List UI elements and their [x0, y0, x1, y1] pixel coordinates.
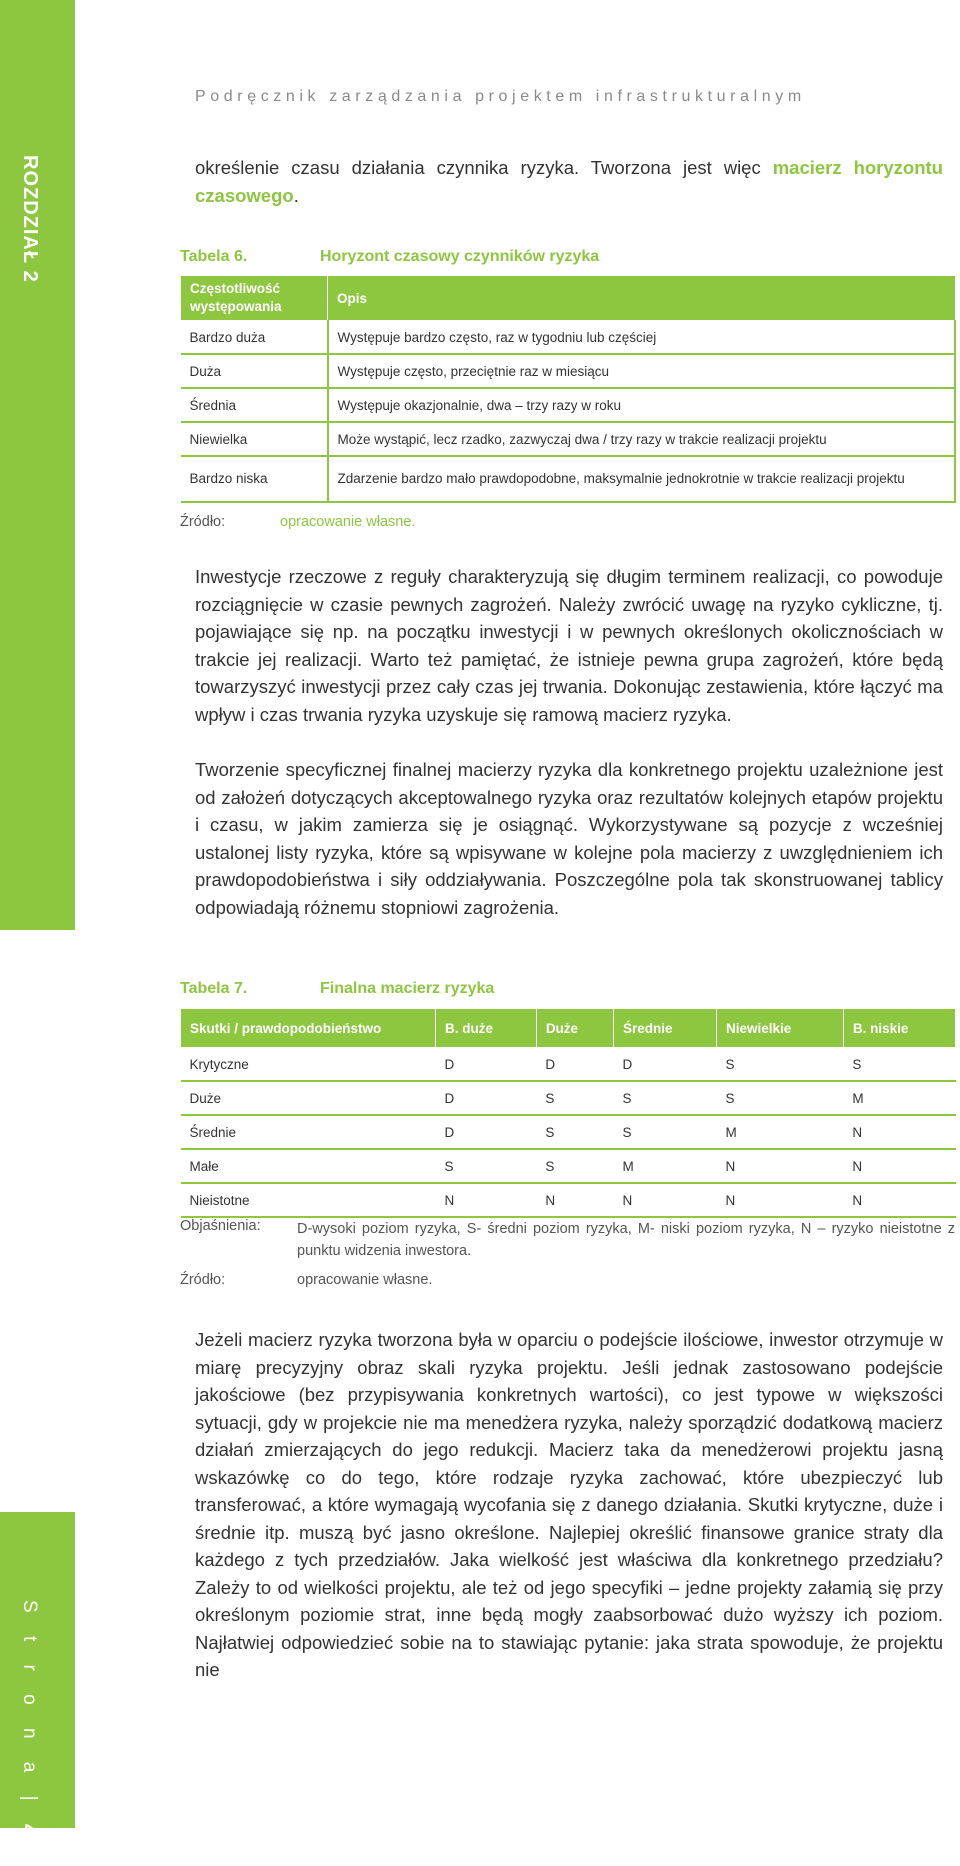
header-medium: Średnie — [613, 1009, 716, 1048]
page-number: 4 2 — [17, 1823, 42, 1866]
table-row — [181, 1149, 956, 1183]
description-cell: Może wystąpić, lecz rzadko, zazwyczaj dwa / trzy razy w trakcie realizacji projektu — [328, 422, 956, 456]
risk-cell: D — [613, 1048, 716, 1082]
impact-cell: Małe — [181, 1149, 436, 1183]
risk-cell: N — [613, 1183, 716, 1217]
frequency-cell: Bardzo niska — [181, 456, 328, 502]
table-header-row — [181, 1009, 956, 1048]
risk-cell: N — [717, 1149, 844, 1183]
table-row — [181, 1048, 956, 1082]
table7-source-label: Źródło: — [180, 1272, 226, 1288]
table-row — [181, 456, 956, 502]
table7-title: Finalna macierz ryzyka — [320, 980, 495, 997]
chapter-label: ROZDZIAŁ 2 — [19, 155, 41, 283]
risk-cell: D — [436, 1081, 537, 1115]
body-paragraph-2: Tworzenie specyficznej finalnej macierzy ryzyka dla konkretnego projektu uzależnione jest od założeń dotyczących akceptowalnego ryzyka oraz rezultatów kolejnych etapów projektu i czasu, w jakim zamierza się je osiągnąć. Wykorzystywane są pozycje z wcześniej ustalonej listy ryzyka, które są wpisywane w kolejne pola macierzy z uwzględnieniem ich prawdopodobieństwa i siły oddziaływania. Poszczególne pola tak skonstruowanej tablicy odpowiadają różnemu stopniowi zagrożenia. — [195, 759, 943, 918]
table6-source-value: opracowanie własne. — [280, 514, 416, 530]
table-row — [181, 321, 956, 355]
table7-notes-label: Objaśnienia: — [180, 1218, 261, 1234]
sidebar-band-top — [0, 0, 75, 930]
table-row — [181, 1183, 956, 1217]
intro-highlight: macierz horyzontu czasowego — [195, 157, 943, 206]
risk-cell: D — [536, 1048, 613, 1082]
header-description: Opis — [328, 276, 956, 321]
risk-cell: S — [436, 1149, 537, 1183]
risk-cell: S — [536, 1081, 613, 1115]
header-high: Duże — [536, 1009, 613, 1048]
frequency-cell: Średnia — [181, 388, 328, 422]
header-frequency: Częstotliwość występowania — [181, 276, 328, 321]
risk-cell: S — [613, 1081, 716, 1115]
table-header-row — [181, 276, 956, 321]
risk-cell: N — [843, 1115, 955, 1149]
risk-cell: S — [717, 1048, 844, 1082]
table-row — [181, 354, 956, 388]
risk-cell: S — [843, 1048, 955, 1082]
impact-cell: Duże — [181, 1081, 436, 1115]
impact-cell: Nieistotne — [181, 1183, 436, 1217]
risk-cell: N — [843, 1183, 955, 1217]
risk-matrix-table — [180, 1008, 956, 1218]
page-word: S t r o n a — [19, 1600, 40, 1782]
header-very-high: B. duże — [436, 1009, 537, 1048]
description-cell: Występuje okazjonalnie, dwa – trzy razy w roku — [328, 388, 956, 422]
risk-cell: S — [536, 1115, 613, 1149]
time-horizon-table — [180, 275, 956, 503]
risk-cell: S — [613, 1115, 716, 1149]
header-very-low: B. niskie — [843, 1009, 955, 1048]
risk-cell: S — [536, 1149, 613, 1183]
table-row — [181, 1115, 956, 1149]
frequency-cell: Duża — [181, 354, 328, 388]
table6-label: Tabela 6. — [180, 248, 248, 265]
risk-cell: N — [843, 1149, 955, 1183]
risk-cell: N — [436, 1183, 537, 1217]
page-number-label — [16, 1600, 42, 1866]
table-row — [181, 388, 956, 422]
table7-source-value: opracowanie własne. — [297, 1272, 433, 1288]
risk-cell: M — [843, 1081, 955, 1115]
risk-cell: D — [436, 1115, 537, 1149]
intro-paragraph — [195, 154, 943, 209]
intro-end: . — [293, 184, 299, 206]
impact-cell: Średnie — [181, 1115, 436, 1149]
description-cell: Występuje często, przeciętnie raz w miesiącu — [328, 354, 956, 388]
risk-cell: N — [536, 1183, 613, 1217]
risk-cell: N — [717, 1183, 844, 1217]
header-impact-probability: Skutki / prawdopodobieństwo — [181, 1009, 436, 1048]
risk-cell: D — [436, 1048, 537, 1082]
table-row — [181, 422, 956, 456]
table7-label: Tabela 7. — [180, 980, 248, 997]
frequency-cell: Bardzo duża — [181, 321, 328, 355]
frequency-cell: Niewielka — [181, 422, 328, 456]
risk-cell: S — [717, 1081, 844, 1115]
header-low: Niewielkie — [717, 1009, 844, 1048]
body-paragraph-3: Jeżeli macierz ryzyka tworzona była w oparciu o podejście ilościowe, inwestor otrzymuje w miarę precyzyjny obraz skali ryzyka projektu. Jeśli jednak zastosowano podejście jakościowe (bez przypisywania konkretnych wartości), co jest typowe w większości sytuacji, gdy w projekcie nie ma menedżera ryzyka, należy sporządzić dodatkową macierz działań zmierzających do jego redukcji. Macierz taka da menedżerowi projektu jasną wskazówkę co do tego, które rodzaje ryzyka zachować, które ubezpieczyć lub transferować, a które wymagają wycofania się z danego działania. Skutki krytyczne, duże i średnie itp. muszą być jasno określone. Najlepiej określić finansowe granice straty dla każdego z tych przedziałów. Jaka wielkość jest właściwa dla konkretnego przedziału? Zależy to od wielkości projektu, ale też od jego specyfiki – jedne projekty załamią się przy określonym poziomie strat, inne będą mogły zaabsorbować dużo wyższy ich poziom. Najłatwiej odpowiedzieć sobie na to stawiając pytanie: jaka strata spowoduje, że projektu nie — [195, 1329, 943, 1680]
table7-notes-text: D-wysoki poziom ryzyka, S- średni poziom ryzyka, M- niski poziom ryzyka, N – ryzyko nieistotne z punktu widzenia inwestora. — [297, 1221, 955, 1259]
table6-title: Horyzont czasowy czynników ryzyka — [320, 248, 600, 265]
intro-text: określenie czasu działania czynnika ryzyka. Tworzona jest więc — [195, 157, 773, 178]
page-separator: | — [19, 1795, 40, 1810]
description-cell: Występuje bardzo często, raz w tygodniu lub częściej — [328, 321, 956, 355]
risk-cell: M — [613, 1149, 716, 1183]
risk-cell: M — [717, 1115, 844, 1149]
running-header: Podręcznik zarządzania projektem infrastrukturalnym — [195, 88, 806, 105]
table6-source-label: Źródło: — [180, 514, 226, 530]
description-cell: Zdarzenie bardzo mało prawdopodobne, maksymalnie jednokrotnie w trakcie realizacji projektu — [328, 456, 956, 502]
body-paragraph-1: Inwestycje rzeczowe z reguły charakteryzują się długim terminem realizacji, co powoduje rozciągnięcie w czasie pewnych zagrożeń. Należy zwrócić uwagę na ryzyko cykliczne, tj. pojawiające się np. na początku inwestycji i w pewnych określonych okolicznościach w trakcie jej realizacji. Warto też pamiętać, że istnieje pewna grupa zagrożeń, które będą towarzyszyć inwestycji przez cały czas jej trwania. Dokonując zestawienia, które łączyć ma wpływ i czas trwania ryzyka uzyskuje się ramową macierz ryzyka. — [195, 566, 943, 725]
impact-cell: Krytyczne — [181, 1048, 436, 1082]
table-row — [181, 1081, 956, 1115]
